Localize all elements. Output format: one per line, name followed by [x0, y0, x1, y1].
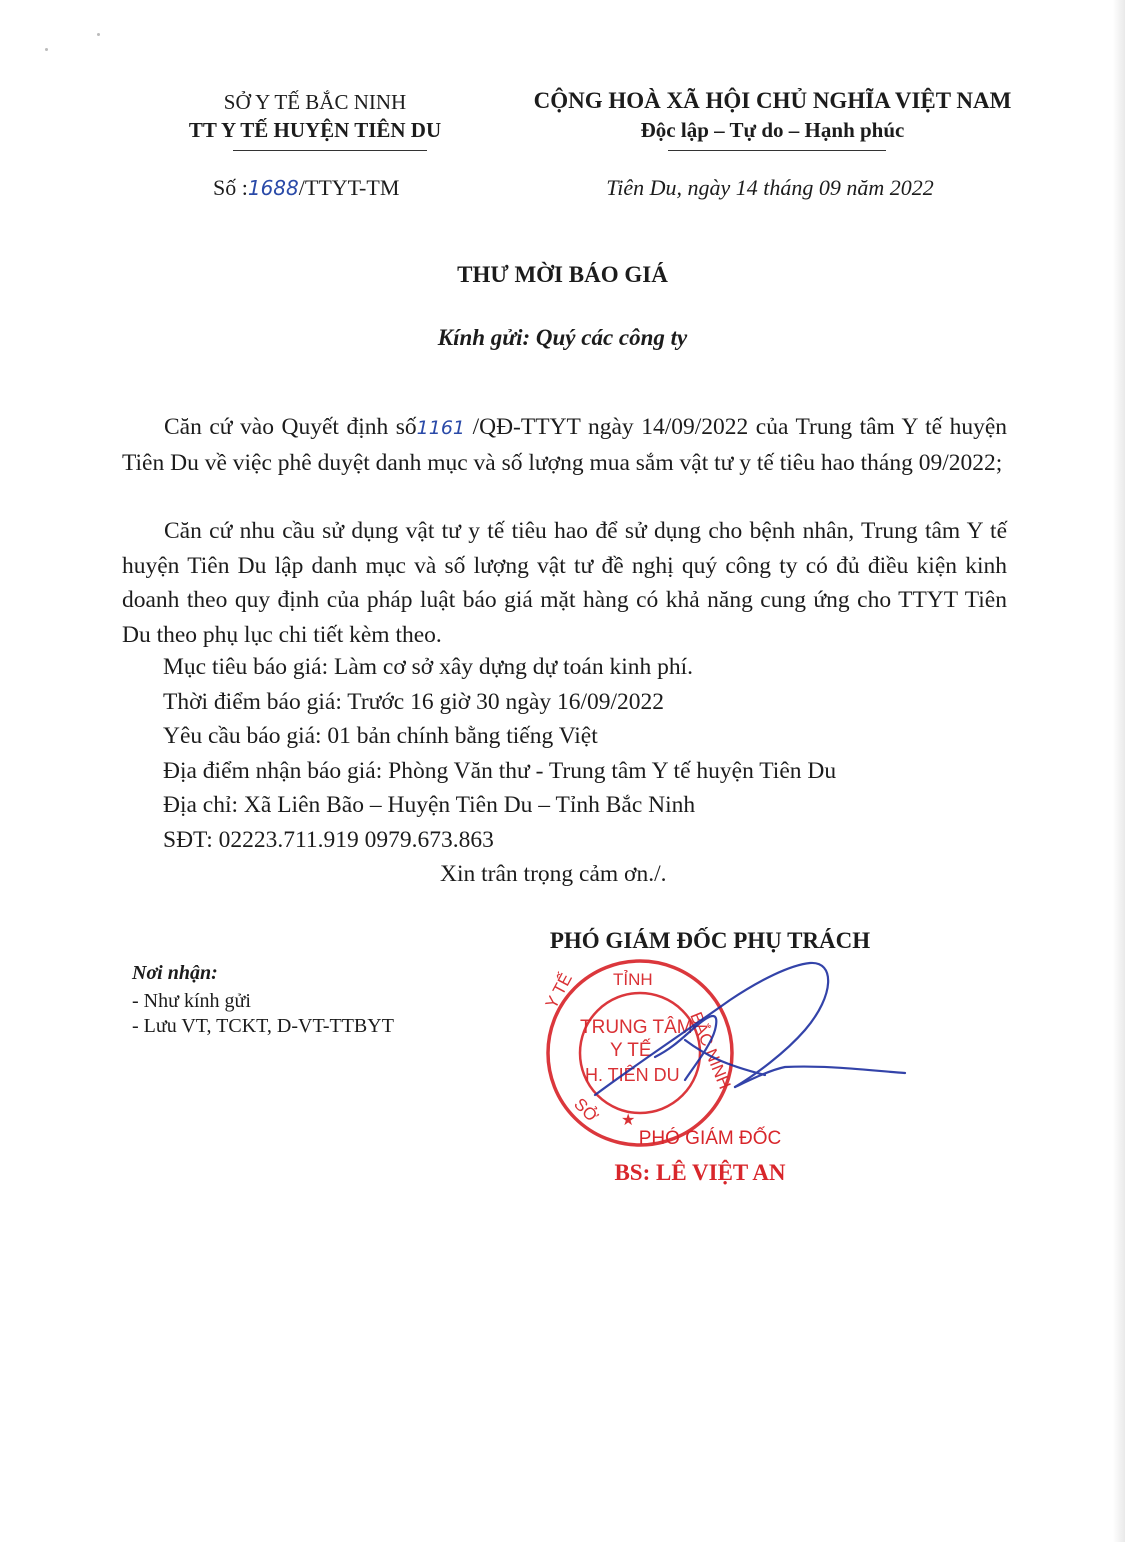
paragraph-2-text: Căn cứ nhu cầu sử dụng vật tư y tế tiêu hao để sử dụng cho bệnh nhân, Trung tâm Y tế huyện Tiên Du lập danh mục và số lượng vật tư đề nghị quý công ty có đủ điều kiện kinh doanh theo quy định của pháp luật báo giá mặt hàng có khả năng cung ứng cho TTYT Tiên Du theo phụ lục chi tiết kèm theo.	[122, 518, 1007, 648]
seal-center-line3: H. TIÊN DU	[585, 1065, 680, 1085]
body-line-requirement: Yêu cầu báo giá: 01 bản chính bằng tiếng Việt	[163, 723, 598, 749]
scan-speck	[45, 48, 48, 51]
signature-title: PHÓ GIÁM ĐỐC PHỤ TRÁCH	[549, 928, 871, 953]
national-title: CỘNG HOÀ XÃ HỘI CHỦ NGHĨA VIỆT NAM	[533, 88, 1012, 113]
document-number-prefix: Số :	[213, 175, 248, 200]
seal-text-top: TỈNH	[613, 970, 653, 989]
document-number-suffix: /TTYT-TM	[298, 175, 400, 200]
date-line: Tiên Du, ngày 14 tháng 09 năm 2022	[606, 175, 934, 200]
body-line-objective: Mục tiêu báo giá: Làm cơ sở xây dựng dự toán kinh phí.	[163, 654, 694, 680]
paragraph-1-rest: /QĐ-TTYT ngày 14/09/2022 của Trung tâm Y tế huyện Tiên Du về việc phê duyệt danh mục và số lượng mua sắm vật tư y tế tiêu hao tháng 09/2022;	[122, 414, 1008, 476]
body-line-address: Địa chỉ: Xã Liên Bão – Huyện Tiên Du – Tỉnh Bắc Ninh	[163, 792, 696, 818]
salutation: Kính gửi: Quý các công ty	[437, 325, 688, 350]
seal-star-icon: ★	[621, 1112, 636, 1129]
body-paragraph-2	[122, 514, 1007, 652]
document-number	[213, 175, 399, 201]
seal-text-left: Y TẾ	[541, 970, 576, 1012]
seal-center-line2: Y TẾ	[610, 1040, 652, 1061]
national-motto: Độc lập – Tự do – Hạnh phúc	[640, 118, 905, 142]
body-line-phone: SĐT: 02223.711.919 0979.673.863	[163, 827, 494, 853]
document-number-handwritten: 1688	[247, 176, 299, 200]
scan-speck	[97, 33, 100, 36]
body-line-deadline: Thời điểm báo giá: Trước 16 giờ 30 ngày 16/09/2022	[163, 689, 665, 715]
organization-parent: SỞ Y TẾ BẮC NINH	[223, 90, 407, 114]
body-line-location: Địa điểm nhận báo giá: Phòng Văn thư - Trung tâm Y tế huyện Tiên Du	[163, 758, 837, 784]
seal-text-bottom-left: SỞ	[570, 1094, 602, 1127]
closing-thanks: Xin trân trọng cảm ơn./.	[440, 861, 667, 887]
decision-number-handwritten: 1161	[416, 417, 466, 439]
document-title: THƯ MỜI BÁO GIÁ	[457, 262, 668, 287]
recipient-item: - Như kính gửi	[132, 990, 251, 1012]
seal-text-right: BẮC NINH	[686, 1009, 735, 1092]
motto-underline	[668, 150, 886, 151]
seal-signer-title: PHÓ GIÁM ĐỐC	[638, 1128, 782, 1149]
recipients-heading: Nơi nhận:	[132, 962, 218, 984]
paragraph-1-start: Căn cứ vào Quyết định số	[164, 414, 417, 440]
body-paragraph-1	[122, 410, 1007, 480]
seal-center-line1: TRUNG TÂM	[580, 1017, 693, 1038]
page-edge	[1113, 0, 1125, 1542]
organization-underline	[233, 150, 427, 151]
organization-name: TT Y TẾ HUYỆN TIÊN DU	[188, 118, 442, 142]
signer-name: BS: LÊ VIỆT AN	[614, 1160, 786, 1185]
recipient-item: - Lưu VT, TCKT, D-VT-TTBYT	[132, 1015, 394, 1037]
